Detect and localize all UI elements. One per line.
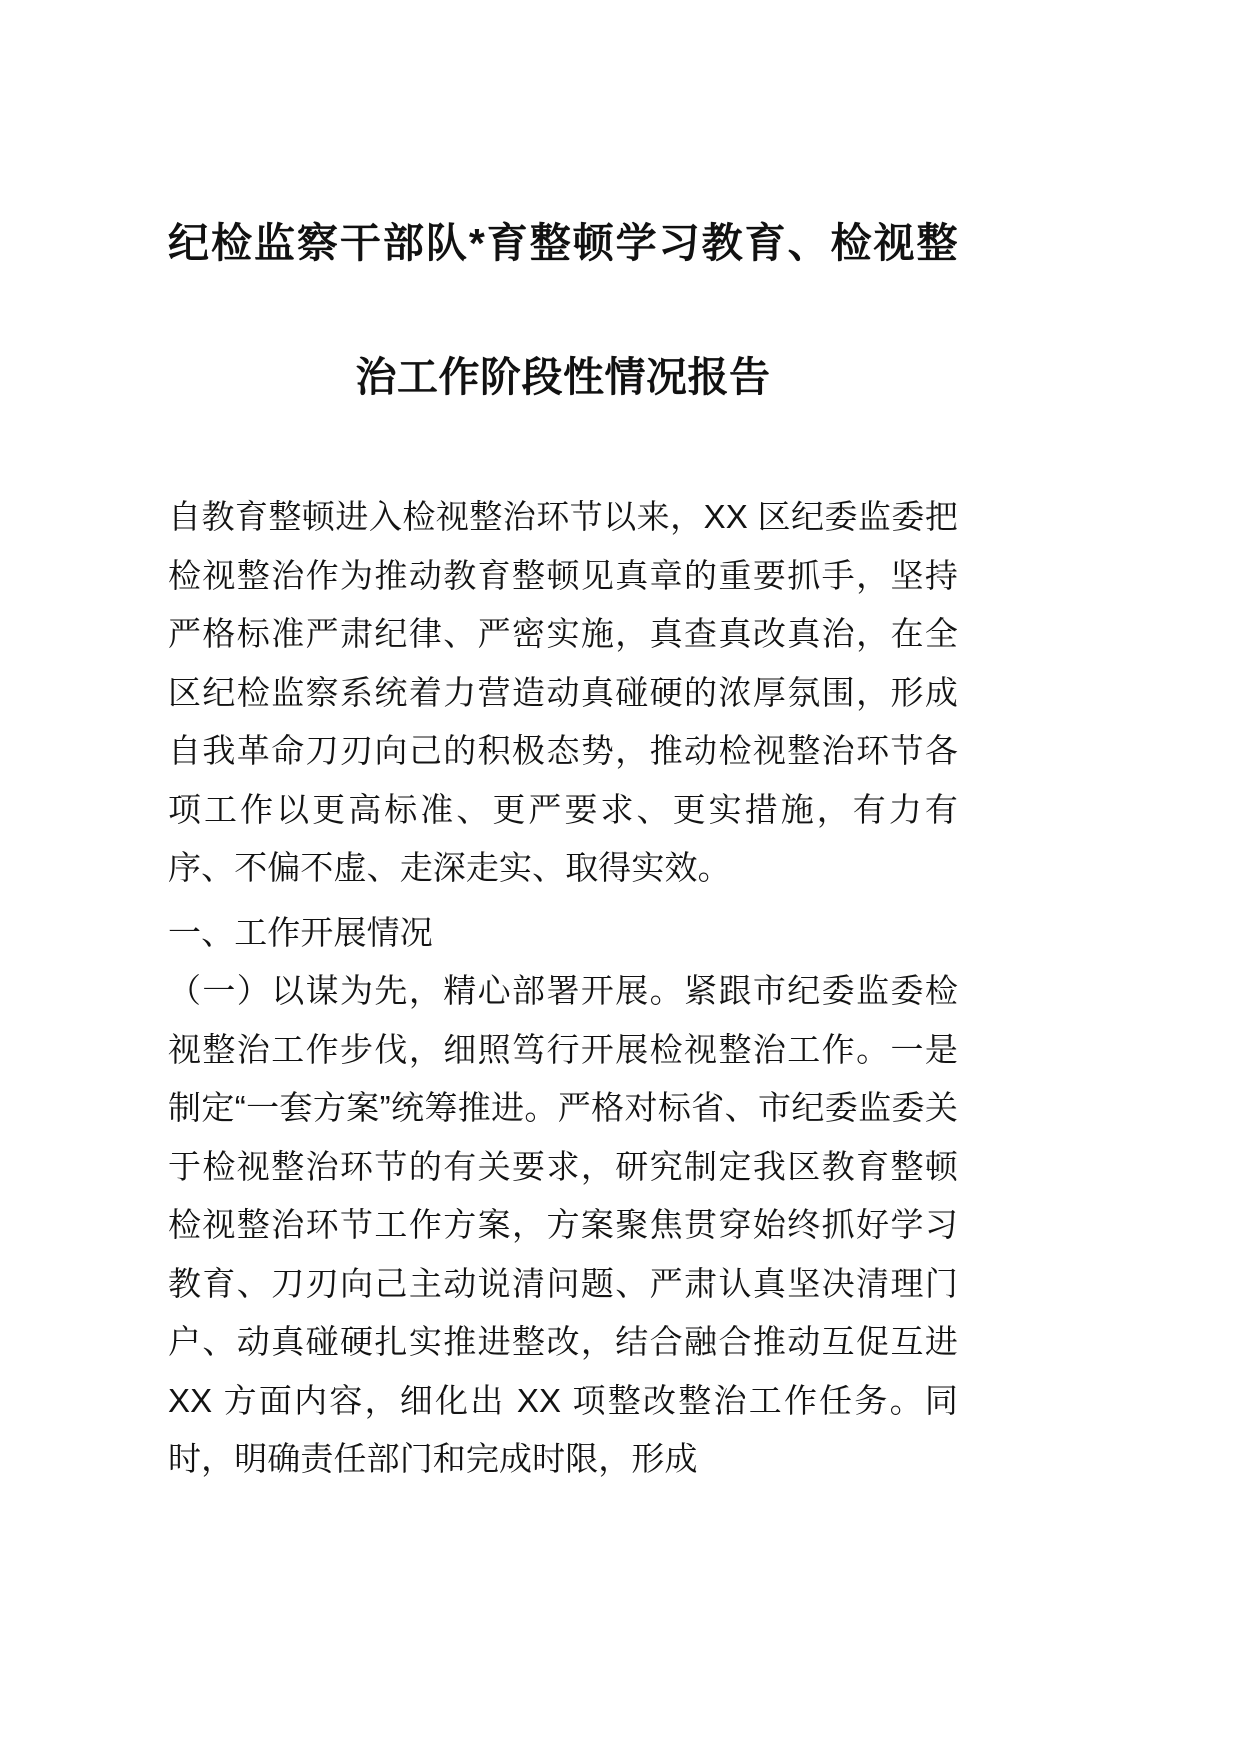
opening-paragraph: 自教育整顿进入检视整治环节以来，XX 区纪委监委把检视整治作为推动教育整顿见真章的重要抓手，坚持严格标准严肃纪律、严密实施，真查真改真治，在全区纪检监察系统着力营造动真碰硬的浓厚氛围，形成自我革命刀刃向己的积极态势，推动检视整治环节各项工作以更高标准、更严要求、更实措施，有力有序、不偏不虚、走深走实、取得实效。 [168, 498, 958, 886]
title-body-gap [168, 444, 958, 466]
document-title-text: 纪检监察干部队*育整顿学习教育、检视整治工作阶段性情况报告 [168, 220, 958, 400]
document-content [168, 0, 958, 1489]
section-heading-work-progress: 一、工作开展情况 [168, 913, 433, 951]
subsection-paragraph-planning: （一）以谋为先，精心部署开展。紧跟市纪委监委检视整治工作步伐，细照笃行开展检视整治工作。一是制定“一套方案”统筹推进。严格对标省、市纪委监委关于检视整治环节的有关要求，研究制定我区教育整顿检视整治环节工作方案，方案聚焦贯穿始终抓好学习教育、刀刃向己主动说清问题、严肃认真坚决清理门户、动真碰硬扎实推进整改，结合融合推动互促互进 XX 方面内容，细化出 XX 项整改整治工作任务。同时，明确责任部门和完成时限，形成 [168, 972, 958, 1477]
title-body-gap-2 [168, 466, 958, 488]
document-title [168, 176, 958, 444]
title-top-spacer [168, 0, 958, 176]
